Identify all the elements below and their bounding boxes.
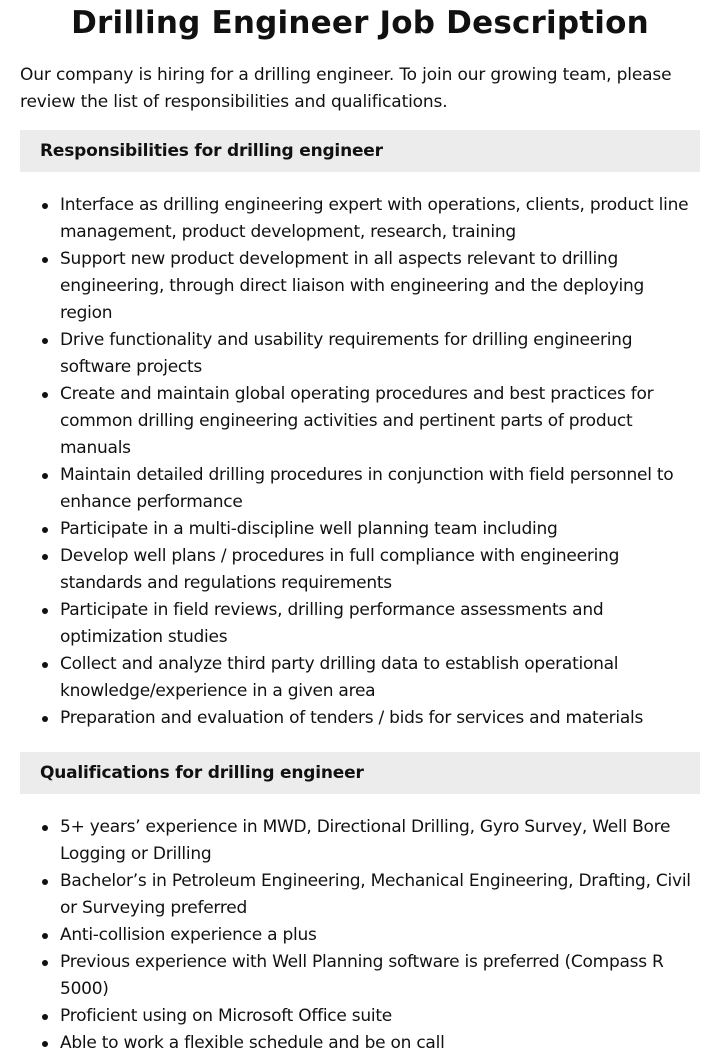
- list-item: Proficient using on Microsoft Office suite: [20, 1003, 700, 1030]
- list-item: 5+ years’ experience in MWD, Directional Drilling, Gyro Survey, Well Bore Logging or Drilling: [20, 814, 700, 868]
- responsibilities-heading: Responsibilities for drilling engineer: [20, 130, 700, 172]
- list-item: Interface as drilling engineering expert with operations, clients, product line management, product development, research, training: [20, 192, 700, 246]
- list-item: Able to work a flexible schedule and be on call: [20, 1030, 700, 1057]
- list-item: Participate in field reviews, drilling performance assessments and optimization studies: [20, 597, 700, 651]
- responsibilities-section: [20, 130, 700, 732]
- list-item: Drive functionality and usability requirements for drilling engineering software projects: [20, 327, 700, 381]
- list-item: Preparation and evaluation of tenders / bids for services and materials: [20, 705, 700, 732]
- qualifications-section: [20, 752, 700, 1057]
- qualifications-heading: Qualifications for drilling engineer: [20, 752, 700, 794]
- list-item: Collect and analyze third party drilling data to establish operational knowledge/experience in a given area: [20, 651, 700, 705]
- list-item: Create and maintain global operating procedures and best practices for common drilling engineering activities and pertinent parts of product manuals: [20, 381, 700, 462]
- list-item: Maintain detailed drilling procedures in conjunction with field personnel to enhance performance: [20, 462, 700, 516]
- responsibilities-list: [20, 192, 700, 732]
- list-item: Anti-collision experience a plus: [20, 922, 700, 949]
- list-item: Participate in a multi-discipline well planning team including: [20, 516, 700, 543]
- intro-paragraph: Our company is hiring for a drilling engineer. To join our growing team, please review the list of responsibilities and qualifications.: [20, 65, 672, 112]
- list-item: Bachelor’s in Petroleum Engineering, Mechanical Engineering, Drafting, Civil or Surveying preferred: [20, 868, 700, 922]
- list-item: Develop well plans / procedures in full compliance with engineering standards and regulations requirements: [20, 543, 700, 597]
- page-title: Drilling Engineer Job Description: [71, 5, 649, 41]
- qualifications-list: [20, 814, 700, 1057]
- list-item: Previous experience with Well Planning software is preferred (Compass R 5000): [20, 949, 700, 1003]
- list-item: Support new product development in all aspects relevant to drilling engineering, through direct liaison with engineering and the deploying region: [20, 246, 700, 327]
